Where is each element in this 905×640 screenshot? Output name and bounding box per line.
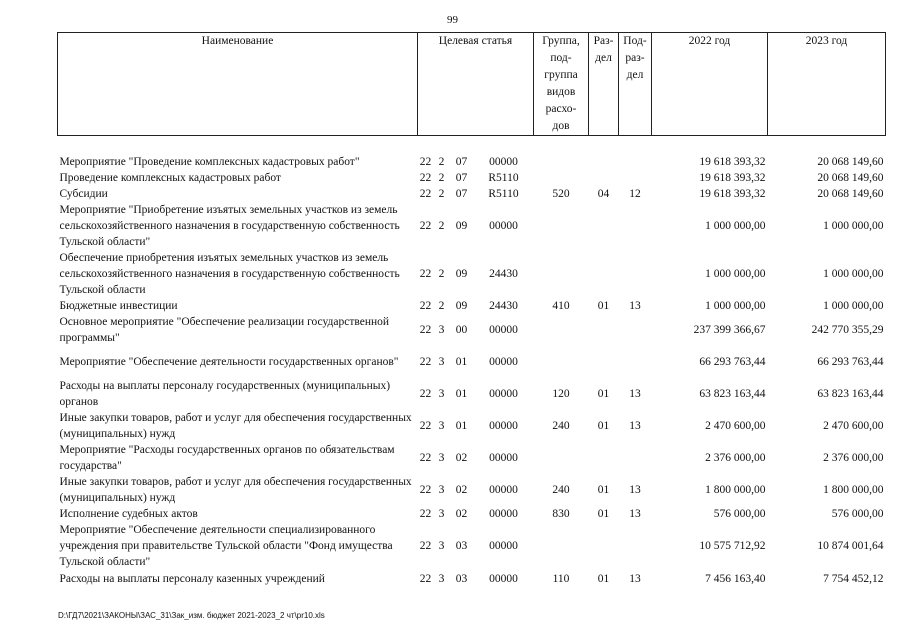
row-name: Мероприятие "Проведение комплексных кадастровых работ" — [59, 155, 360, 168]
row-value-2023: 1 000 000,00 — [823, 219, 884, 232]
row-value-2022: 1 000 000,00 — [705, 299, 766, 312]
row-value-2022: 19 618 393,32 — [699, 155, 766, 168]
row-section — [589, 314, 619, 346]
row-code-c: 07 — [455, 155, 468, 168]
row-code-b: 3 — [438, 451, 445, 464]
row-name: Мероприятие "Расходы государственных органов по обязательствам государства" — [59, 443, 395, 472]
row-code-a: 22 — [419, 323, 432, 336]
row-value-2023: 2 376 000,00 — [823, 451, 884, 464]
row-code-a: 22 — [419, 483, 432, 496]
table-row — [58, 442, 886, 474]
row-code-d: 24430 — [489, 267, 518, 280]
row-code-d: 24430 — [489, 299, 518, 312]
table-row — [58, 298, 886, 314]
row-subsection — [619, 522, 652, 570]
row-code-c: 01 — [455, 387, 468, 400]
row-code-b: 2 — [438, 267, 445, 280]
row-section: 04 — [597, 187, 610, 200]
row-value-2022: 63 823 163,44 — [699, 387, 766, 400]
row-code-b: 3 — [438, 355, 445, 368]
row-value-2023: 1 000 000,00 — [823, 299, 884, 312]
row-code-d: 00000 — [489, 355, 518, 368]
row-value-2023: 63 823 163,44 — [817, 387, 884, 400]
row-code-c: 09 — [455, 219, 468, 232]
table-row — [58, 202, 886, 250]
row-code-c: 02 — [455, 483, 468, 496]
table-row — [58, 474, 886, 506]
table-row — [58, 314, 886, 346]
row-value-2022: 10 575 712,92 — [699, 539, 766, 552]
row-group: 240 — [552, 483, 570, 496]
row-value-2023: 1 800 000,00 — [823, 483, 884, 496]
row-code-a: 22 — [419, 299, 432, 312]
row-code-d: 00000 — [489, 323, 518, 336]
row-section — [589, 202, 619, 250]
row-group — [534, 202, 589, 250]
header-2023: 2023 год — [768, 33, 886, 136]
row-code-a: 22 — [419, 539, 432, 552]
row-code-c: 09 — [455, 267, 468, 280]
row-code-b: 3 — [438, 572, 445, 585]
row-value-2023: 20 068 149,60 — [817, 155, 884, 168]
row-name: Иные закупки товаров, работ и услуг для обеспечения государственных (муниципальных) нужд — [59, 475, 412, 504]
row-code-c: 07 — [455, 171, 468, 184]
page-number: 99 — [447, 14, 458, 26]
row-code-a: 22 — [419, 267, 432, 280]
row-subsection: 13 — [629, 387, 641, 400]
row-name: Основное мероприятие "Обеспечение реализации государственной программы" — [59, 315, 390, 344]
row-value-2023: 2 470 600,00 — [823, 419, 884, 432]
row-code-b: 3 — [438, 419, 445, 432]
row-group — [534, 136, 589, 170]
row-subsection — [619, 442, 652, 474]
row-name: Расходы на выплаты персоналу казенных учреждений — [59, 572, 325, 585]
table-header-row — [58, 33, 886, 136]
row-code-c: 07 — [455, 187, 468, 200]
row-name: Обеспечение приобретения изъятых земельных участков из земель сельскохозяйственного назначения в государственную собственность Тульской области — [59, 251, 400, 296]
table-row — [58, 522, 886, 570]
row-code-c: 01 — [455, 419, 468, 432]
row-subsection: 13 — [629, 507, 641, 520]
row-code-d: 00000 — [489, 539, 518, 552]
row-value-2022: 19 618 393,32 — [699, 171, 766, 184]
row-code-a: 22 — [419, 387, 432, 400]
table-row — [58, 136, 886, 170]
row-group — [534, 346, 589, 378]
row-value-2023: 242 770 355,29 — [811, 323, 884, 336]
row-code-a: 22 — [419, 451, 432, 464]
row-group — [534, 522, 589, 570]
row-value-2022: 2 470 600,00 — [705, 419, 766, 432]
row-subsection — [619, 202, 652, 250]
table-row — [58, 346, 886, 378]
header-target: Целевая статья — [418, 33, 534, 136]
row-value-2023: 10 874 001,64 — [817, 539, 884, 552]
row-group — [534, 250, 589, 298]
row-group: 830 — [552, 507, 570, 520]
row-name: Мероприятие "Обеспечение деятельности государственных органов" — [59, 355, 399, 368]
header-group: Группа, под- группа видов расхо- дов — [534, 33, 589, 136]
row-code-d: R5110 — [488, 171, 519, 184]
row-group: 240 — [552, 419, 570, 432]
table-row — [58, 570, 886, 588]
row-code-a: 22 — [419, 419, 432, 432]
row-subsection: 13 — [629, 419, 641, 432]
row-code-c: 09 — [455, 299, 468, 312]
row-subsection: 13 — [629, 299, 641, 312]
row-value-2022: 1 000 000,00 — [705, 219, 766, 232]
footer-file-path: D:\ГД7\2021\ЗАКОНЫ\ЗАС_31\Зак_изм. бюджет 2021-2023_2 чт\pr10.xls — [58, 611, 325, 620]
row-section — [589, 250, 619, 298]
row-code-c: 01 — [455, 355, 468, 368]
row-code-d: 00000 — [489, 507, 518, 520]
row-section — [589, 136, 619, 170]
row-group: 110 — [552, 572, 570, 585]
row-value-2023: 7 754 452,12 — [823, 572, 884, 585]
table-row — [58, 378, 886, 410]
header-2022: 2022 год — [652, 33, 768, 136]
table-row — [58, 506, 886, 522]
row-subsection — [619, 136, 652, 170]
row-group — [534, 442, 589, 474]
row-value-2023: 20 068 149,60 — [817, 187, 884, 200]
row-name: Расходы на выплаты персоналу государственных (муниципальных) органов — [59, 379, 391, 408]
row-code-b: 3 — [438, 539, 445, 552]
table-row — [58, 410, 886, 442]
row-code-c: 03 — [455, 572, 468, 585]
row-section — [589, 170, 619, 186]
row-code-a: 22 — [419, 572, 432, 585]
row-section — [589, 522, 619, 570]
row-name: Проведение комплексных кадастровых работ — [59, 171, 281, 184]
row-subsection: 13 — [629, 572, 641, 585]
row-name: Мероприятие "Приобретение изъятых земельных участков из земель сельскохозяйственного назначения в государственную собственность Тульской области" — [59, 203, 400, 248]
row-code-b: 3 — [438, 483, 445, 496]
row-subsection: 12 — [629, 187, 641, 200]
row-group: 520 — [552, 187, 570, 200]
row-section: 01 — [597, 299, 610, 312]
row-section: 01 — [597, 419, 610, 432]
table-row — [58, 170, 886, 186]
row-group — [534, 314, 589, 346]
row-code-d: 00000 — [489, 155, 518, 168]
row-subsection — [619, 346, 652, 378]
row-value-2023: 1 000 000,00 — [823, 267, 884, 280]
row-code-d: 00000 — [489, 219, 518, 232]
row-code-b: 2 — [438, 187, 445, 200]
row-code-b: 3 — [438, 507, 445, 520]
header-section: Раз- дел — [589, 33, 619, 136]
row-code-b: 2 — [438, 299, 445, 312]
row-code-d: 00000 — [489, 572, 518, 585]
row-name: Мероприятие "Обеспечение деятельности специализированного учреждения при правительстве Тульской области "Фонд имущества Тульской области" — [59, 523, 393, 568]
row-section — [589, 346, 619, 378]
row-code-c: 02 — [455, 507, 468, 520]
row-value-2022: 1 800 000,00 — [705, 483, 766, 496]
row-subsection: 13 — [629, 483, 641, 496]
row-code-a: 22 — [419, 155, 432, 168]
row-name: Иные закупки товаров, работ и услуг для обеспечения государственных (муниципальных) нужд — [59, 411, 412, 440]
row-code-a: 22 — [419, 171, 432, 184]
row-code-a: 22 — [419, 187, 432, 200]
row-section: 01 — [597, 507, 610, 520]
row-code-c: 03 — [455, 539, 468, 552]
row-section: 01 — [597, 572, 610, 585]
row-code-d: 00000 — [489, 387, 518, 400]
row-code-b: 3 — [438, 323, 445, 336]
row-code-b: 2 — [438, 219, 445, 232]
row-value-2023: 20 068 149,60 — [817, 171, 884, 184]
row-section — [589, 442, 619, 474]
row-code-b: 2 — [438, 155, 445, 168]
row-value-2022: 2 376 000,00 — [705, 451, 766, 464]
row-name: Исполнение судебных актов — [59, 507, 198, 520]
header-subsection: Под- раз- дел — [619, 33, 652, 136]
row-value-2022: 7 456 163,40 — [705, 572, 766, 585]
row-group — [534, 170, 589, 186]
row-value-2023: 576 000,00 — [831, 507, 884, 520]
row-code-a: 22 — [419, 219, 432, 232]
row-group: 120 — [552, 387, 570, 400]
row-code-a: 22 — [419, 355, 432, 368]
row-subsection — [619, 250, 652, 298]
row-value-2022: 576 000,00 — [713, 507, 766, 520]
row-section: 01 — [597, 483, 610, 496]
row-code-c: 02 — [455, 451, 468, 464]
row-value-2022: 19 618 393,32 — [699, 187, 766, 200]
row-group: 410 — [552, 299, 570, 312]
table-row — [58, 186, 886, 202]
budget-table — [57, 32, 886, 588]
header-name: Наименование — [58, 33, 418, 136]
row-code-c: 00 — [455, 323, 468, 336]
row-subsection — [619, 314, 652, 346]
row-code-b: 3 — [438, 387, 445, 400]
row-section: 01 — [597, 387, 610, 400]
row-value-2022: 1 000 000,00 — [705, 267, 766, 280]
row-value-2022: 237 399 366,67 — [693, 323, 766, 336]
row-code-d: 00000 — [489, 483, 518, 496]
row-code-b: 2 — [438, 171, 445, 184]
row-value-2022: 66 293 763,44 — [699, 355, 766, 368]
row-subsection — [619, 170, 652, 186]
row-name: Субсидии — [59, 187, 108, 200]
row-name: Бюджетные инвестиции — [59, 299, 178, 312]
table-row — [58, 250, 886, 298]
row-code-a: 22 — [419, 507, 432, 520]
row-code-d: R5110 — [488, 187, 519, 200]
row-code-d: 00000 — [489, 451, 518, 464]
row-value-2023: 66 293 763,44 — [817, 355, 884, 368]
row-code-d: 00000 — [489, 419, 518, 432]
